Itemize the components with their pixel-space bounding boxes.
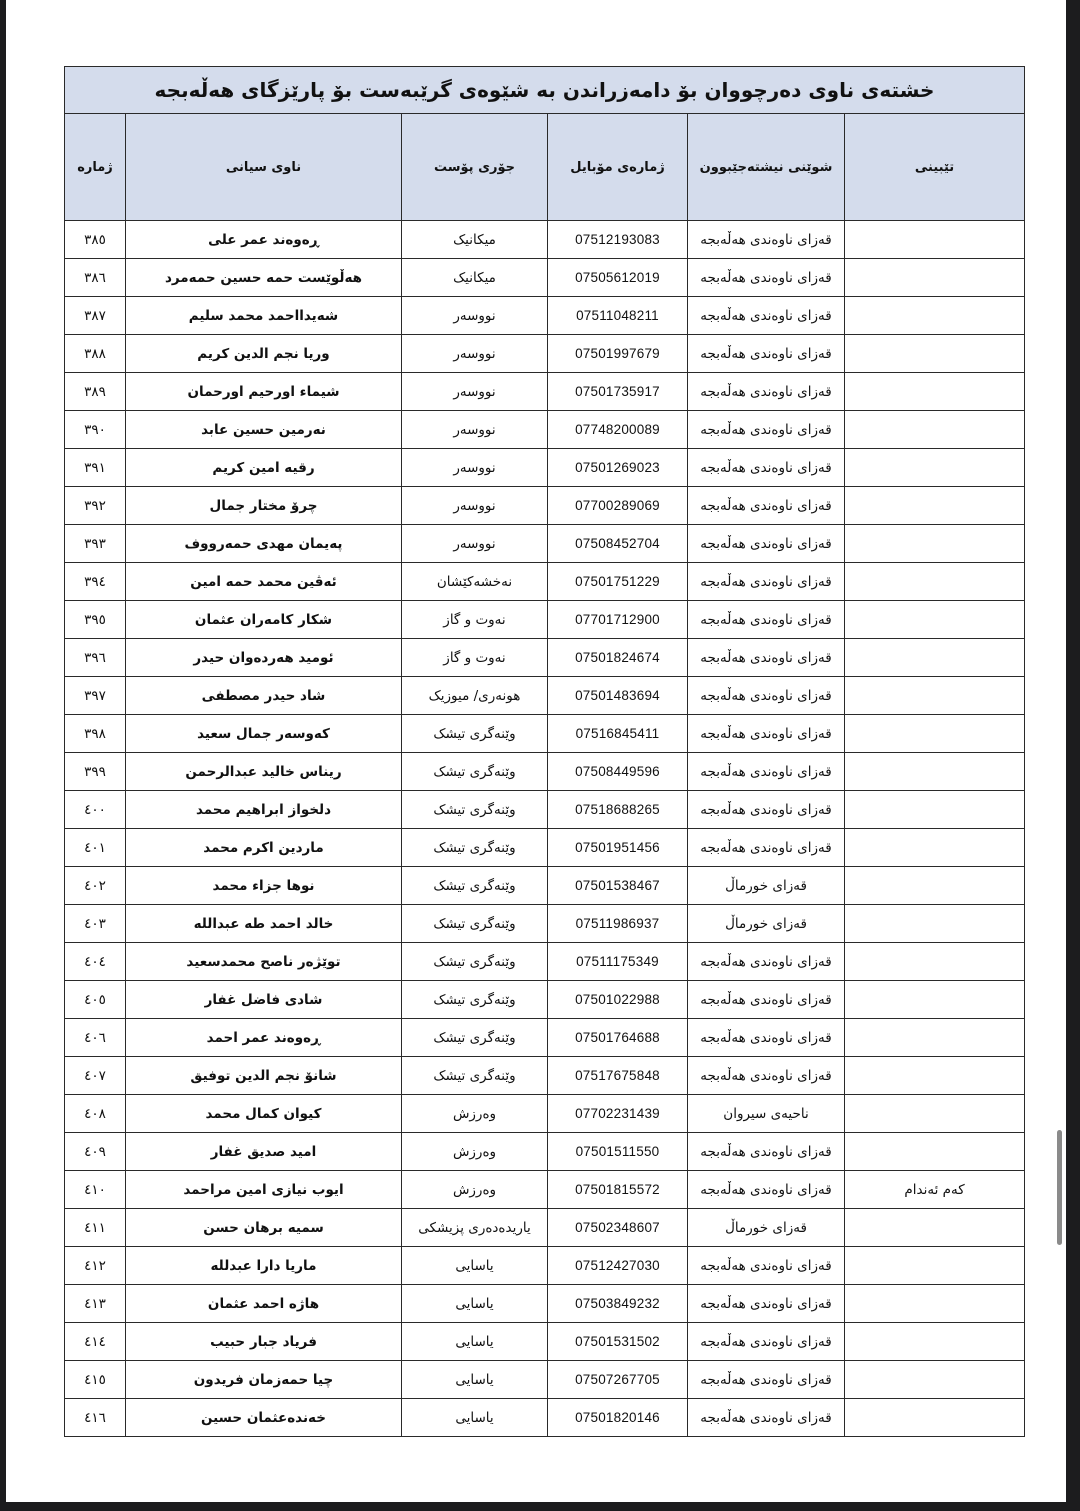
table-header-row	[65, 114, 1025, 221]
cell-note	[845, 943, 1025, 981]
cell-mobile: 07512427030	[548, 1247, 688, 1285]
cell-name: ایوب نیازی امین مراحمد	[126, 1171, 402, 1209]
cell-number: ٣٩٦	[65, 639, 126, 677]
cell-post: وێنەگری تیشک	[402, 791, 548, 829]
table-title-row	[65, 67, 1025, 114]
table-row	[65, 1285, 1025, 1323]
table-row	[65, 1171, 1025, 1209]
table-row	[65, 1019, 1025, 1057]
cell-name: هاژە احمد عثمان	[126, 1285, 402, 1323]
cell-location: قەزای ناوەندی هەڵەبجە	[688, 943, 845, 981]
cell-location: قەزای خورماڵ	[688, 905, 845, 943]
cell-name: شەیدااحمد محمد سلیم	[126, 297, 402, 335]
table-row	[65, 715, 1025, 753]
cell-mobile: 07508449596	[548, 753, 688, 791]
table-row	[65, 449, 1025, 487]
cell-location: قەزای ناوەندی هەڵەبجە	[688, 1019, 845, 1057]
cell-location: قەزای ناوەندی هەڵەبجە	[688, 1133, 845, 1171]
table-row	[65, 905, 1025, 943]
cell-number: ٤١٤	[65, 1323, 126, 1361]
cell-post: یاسایی	[402, 1361, 548, 1399]
cell-note	[845, 1095, 1025, 1133]
cell-name: شکار کامەران عثمان	[126, 601, 402, 639]
cell-number: ٣٩٤	[65, 563, 126, 601]
cell-location: قەزای ناوەندی هەڵەبجە	[688, 715, 845, 753]
cell-mobile: 07501951456	[548, 829, 688, 867]
cell-name: ڕەوەند عمر احمد	[126, 1019, 402, 1057]
cell-name: فرياد جبار حبيب	[126, 1323, 402, 1361]
cell-number: ٣٨٦	[65, 259, 126, 297]
table-row	[65, 639, 1025, 677]
table-row	[65, 411, 1025, 449]
cell-name: چرۆ مختار جمال	[126, 487, 402, 525]
cell-note	[845, 411, 1025, 449]
cell-note	[845, 1285, 1025, 1323]
cell-note	[845, 829, 1025, 867]
table-row	[65, 1133, 1025, 1171]
cell-post: یاسایی	[402, 1285, 548, 1323]
cell-name: شانۆ نجم الدین توفیق	[126, 1057, 402, 1095]
cell-location: قەزای ناوەندی هەڵەبجە	[688, 1323, 845, 1361]
cell-note	[845, 1323, 1025, 1361]
cell-number: ٤٠٥	[65, 981, 126, 1019]
cell-location: قەزای ناوەندی هەڵەبجە	[688, 753, 845, 791]
cell-mobile: 07501820146	[548, 1399, 688, 1437]
cell-location: قەزای ناوەندی هەڵەبجە	[688, 1247, 845, 1285]
cell-mobile: 07501531502	[548, 1323, 688, 1361]
cell-post: وێنەگری تیشک	[402, 715, 548, 753]
cell-post: یاسایی	[402, 1323, 548, 1361]
cell-note	[845, 1399, 1025, 1437]
cell-note	[845, 1019, 1025, 1057]
cell-note	[845, 905, 1025, 943]
cell-mobile: 07501997679	[548, 335, 688, 373]
cell-name: دلخواز ابراهیم محمد	[126, 791, 402, 829]
cell-number: ٤١٥	[65, 1361, 126, 1399]
cell-mobile: 07508452704	[548, 525, 688, 563]
cell-note	[845, 1133, 1025, 1171]
cell-location: قەزای ناوەندی هەڵەبجە	[688, 1399, 845, 1437]
cell-mobile: 07511986937	[548, 905, 688, 943]
cell-post: نەخشەکێشان	[402, 563, 548, 601]
cell-name: نەرمین حسین عابد	[126, 411, 402, 449]
cell-location: قەزای ناوەندی هەڵەبجە	[688, 1171, 845, 1209]
column-header-mobile: ژمارەی مۆبایل	[548, 114, 688, 221]
cell-number: ٣٩٣	[65, 525, 126, 563]
cell-note	[845, 867, 1025, 905]
cell-location: قەزای ناوەندی هەڵەبجە	[688, 1285, 845, 1323]
cell-post: نووسەر	[402, 297, 548, 335]
cell-number: ٤٠٧	[65, 1057, 126, 1095]
cell-mobile: 07501022988	[548, 981, 688, 1019]
table-row	[65, 259, 1025, 297]
cell-note	[845, 1209, 1025, 1247]
cell-mobile: 07501511550	[548, 1133, 688, 1171]
cell-number: ٤١٢	[65, 1247, 126, 1285]
column-header-number: ژمارە	[65, 114, 126, 221]
cell-mobile: 07511175349	[548, 943, 688, 981]
cell-note	[845, 373, 1025, 411]
document-page	[6, 0, 1066, 1502]
cell-post: یاسایی	[402, 1247, 548, 1285]
cell-number: ٣٨٩	[65, 373, 126, 411]
cell-note	[845, 335, 1025, 373]
table-row	[65, 943, 1025, 981]
cell-note	[845, 487, 1025, 525]
cell-number: ٤١٣	[65, 1285, 126, 1323]
cell-mobile: 07503849232	[548, 1285, 688, 1323]
table-row	[65, 487, 1025, 525]
cell-name: امید صدیق غفار	[126, 1133, 402, 1171]
table-row	[65, 601, 1025, 639]
cell-name: ماریا دارا عبدلله	[126, 1247, 402, 1285]
cell-name: شادی فاضل غفار	[126, 981, 402, 1019]
table-title: خشتەی ناوی دەرچووان بۆ دامەزراندن بە شێوەی گرێبەست بۆ پارێزگای هەڵەبجە	[65, 67, 1025, 114]
cell-mobile: 07701712900	[548, 601, 688, 639]
cell-name: ڕەوەند عمر علی	[126, 221, 402, 259]
cell-note	[845, 563, 1025, 601]
table-row	[65, 1057, 1025, 1095]
cell-name: چیا حمەزمان فریدون	[126, 1361, 402, 1399]
cell-post: نووسەر	[402, 449, 548, 487]
table-row	[65, 867, 1025, 905]
cell-name: شاد حیدر مصطفی	[126, 677, 402, 715]
table-row	[65, 563, 1025, 601]
cell-post: نەوت و گاز	[402, 639, 548, 677]
cell-mobile: 07518688265	[548, 791, 688, 829]
cell-number: ٣٩٨	[65, 715, 126, 753]
cell-mobile: 07501751229	[548, 563, 688, 601]
cell-note	[845, 259, 1025, 297]
cell-location: قەزای ناوەندی هەڵەبجە	[688, 677, 845, 715]
cell-note	[845, 1057, 1025, 1095]
cell-number: ٣٩٧	[65, 677, 126, 715]
cell-name: نوها جزاء محمد	[126, 867, 402, 905]
cell-post: نووسەر	[402, 525, 548, 563]
cell-location: ناحیەی سیروان	[688, 1095, 845, 1133]
column-header-note: تێبینی	[845, 114, 1025, 221]
cell-location: قەزای ناوەندی هەڵەبجە	[688, 525, 845, 563]
cell-name: ئەڤین محمد حمە امین	[126, 563, 402, 601]
cell-name: سمیە برهان حسن	[126, 1209, 402, 1247]
table-row	[65, 1361, 1025, 1399]
cell-post: وێنەگری تیشک	[402, 905, 548, 943]
cell-number: ٤٠٦	[65, 1019, 126, 1057]
cell-name: شیماء اورحیم اورحمان	[126, 373, 402, 411]
scrollbar[interactable]	[1057, 1130, 1062, 1245]
cell-mobile: 07501815572	[548, 1171, 688, 1209]
cell-post: وێنەگری تیشک	[402, 981, 548, 1019]
cell-location: قەزای ناوەندی هەڵەبجە	[688, 297, 845, 335]
cell-name: هەڵوێست حمە حسین حمەمرد	[126, 259, 402, 297]
cell-mobile: 07501824674	[548, 639, 688, 677]
cell-note: کەم ئەندام	[845, 1171, 1025, 1209]
cell-location: قەزای ناوەندی هەڵەبجە	[688, 373, 845, 411]
cell-mobile: 07501483694	[548, 677, 688, 715]
cell-post: یاسایی	[402, 1399, 548, 1437]
cell-name: ئومید هەردەوان حیدر	[126, 639, 402, 677]
table-row	[65, 829, 1025, 867]
cell-post: نەوت و گاز	[402, 601, 548, 639]
cell-mobile: 07700289069	[548, 487, 688, 525]
cell-location: قەزای ناوەندی هەڵەبجە	[688, 601, 845, 639]
cell-post: نووسەر	[402, 335, 548, 373]
cell-note	[845, 981, 1025, 1019]
cell-number: ٣٩٥	[65, 601, 126, 639]
cell-post: وێنەگری تیشک	[402, 829, 548, 867]
cell-note	[845, 677, 1025, 715]
cell-post: نووسەر	[402, 411, 548, 449]
cell-number: ٤٠٣	[65, 905, 126, 943]
cell-location: قەزای خورماڵ	[688, 867, 845, 905]
cell-mobile: 07511048211	[548, 297, 688, 335]
cell-mobile: 07507267705	[548, 1361, 688, 1399]
cell-location: قەزای ناوەندی هەڵەبجە	[688, 791, 845, 829]
cell-post: وێنەگری تیشک	[402, 753, 548, 791]
cell-mobile: 07516845411	[548, 715, 688, 753]
cell-name: توێژەر ناصح محمدسعید	[126, 943, 402, 981]
cell-post: هونەری/ میوزیک	[402, 677, 548, 715]
cell-post: وێنەگری تیشک	[402, 867, 548, 905]
cell-number: ٣٩١	[65, 449, 126, 487]
table-row	[65, 1095, 1025, 1133]
cell-name: کیوان کمال محمد	[126, 1095, 402, 1133]
cell-location: قەزای ناوەندی هەڵەبجە	[688, 829, 845, 867]
cell-number: ٤١١	[65, 1209, 126, 1247]
cell-location: قەزای ناوەندی هەڵەبجە	[688, 1057, 845, 1095]
cell-name: رقیە امین کریم	[126, 449, 402, 487]
cell-note	[845, 525, 1025, 563]
cell-number: ٤٠٢	[65, 867, 126, 905]
cell-location: قەزای ناوەندی هەڵەبجە	[688, 1361, 845, 1399]
cell-location: قەزای ناوەندی هەڵەبجە	[688, 411, 845, 449]
cell-location: قەزای ناوەندی هەڵەبجە	[688, 981, 845, 1019]
cell-note	[845, 753, 1025, 791]
cell-number: ٣٩٠	[65, 411, 126, 449]
cell-post: وێنەگری تیشک	[402, 1019, 548, 1057]
cell-location: قەزای خورماڵ	[688, 1209, 845, 1247]
table-row	[65, 1399, 1025, 1437]
table-row	[65, 677, 1025, 715]
column-header-post: جۆری پۆست	[402, 114, 548, 221]
cell-number: ٤٠٠	[65, 791, 126, 829]
cell-number: ٣٨٥	[65, 221, 126, 259]
cell-mobile: 07748200089	[548, 411, 688, 449]
cell-note	[845, 1247, 1025, 1285]
cell-post: نووسەر	[402, 487, 548, 525]
cell-note	[845, 715, 1025, 753]
cell-number: ٤٠٩	[65, 1133, 126, 1171]
cell-number: ٣٨٨	[65, 335, 126, 373]
cell-mobile: 07512193083	[548, 221, 688, 259]
cell-mobile: 07501735917	[548, 373, 688, 411]
table-row	[65, 1209, 1025, 1247]
cell-location: قەزای ناوەندی هەڵەبجە	[688, 487, 845, 525]
cell-post: میکانیک	[402, 221, 548, 259]
table-row	[65, 335, 1025, 373]
cell-name: خەندەعثمان حسین	[126, 1399, 402, 1437]
cell-mobile: 07501538467	[548, 867, 688, 905]
cell-number: ٣٨٧	[65, 297, 126, 335]
cell-post: وێنەگری تیشک	[402, 1057, 548, 1095]
cell-mobile: 07501764688	[548, 1019, 688, 1057]
cell-note	[845, 639, 1025, 677]
cell-mobile: 07702231439	[548, 1095, 688, 1133]
cell-number: ٤٠٨	[65, 1095, 126, 1133]
table-row	[65, 1247, 1025, 1285]
cell-number: ٣٩٢	[65, 487, 126, 525]
cell-number: ٣٩٩	[65, 753, 126, 791]
table-row	[65, 373, 1025, 411]
cell-note	[845, 791, 1025, 829]
candidates-table	[64, 66, 1025, 1437]
table-row	[65, 525, 1025, 563]
cell-mobile: 07505612019	[548, 259, 688, 297]
cell-mobile: 07517675848	[548, 1057, 688, 1095]
cell-note	[845, 449, 1025, 487]
cell-number: ٤١٠	[65, 1171, 126, 1209]
cell-post: یاریدەدەری پزیشکی	[402, 1209, 548, 1247]
cell-note	[845, 297, 1025, 335]
cell-mobile: 07501269023	[548, 449, 688, 487]
cell-location: قەزای ناوەندی هەڵەبجە	[688, 335, 845, 373]
cell-number: ٤١٦	[65, 1399, 126, 1437]
cell-post: وەرزش	[402, 1171, 548, 1209]
cell-name: وریا نجم الدین کریم	[126, 335, 402, 373]
cell-location: قەزای ناوەندی هەڵەبجە	[688, 221, 845, 259]
column-header-location: شوێنی نیشتەجێبوون	[688, 114, 845, 221]
cell-note	[845, 221, 1025, 259]
cell-location: قەزای ناوەندی هەڵەبجە	[688, 639, 845, 677]
table-row	[65, 1323, 1025, 1361]
cell-location: قەزای ناوەندی هەڵەبجە	[688, 563, 845, 601]
cell-mobile: 07502348607	[548, 1209, 688, 1247]
cell-location: قەزای ناوەندی هەڵەبجە	[688, 259, 845, 297]
table-row	[65, 297, 1025, 335]
table-row	[65, 791, 1025, 829]
table-row	[65, 221, 1025, 259]
cell-post: میکانیک	[402, 259, 548, 297]
cell-post: نووسەر	[402, 373, 548, 411]
cell-note	[845, 601, 1025, 639]
cell-post: وەرزش	[402, 1095, 548, 1133]
cell-number: ٤٠١	[65, 829, 126, 867]
cell-post: وەرزش	[402, 1133, 548, 1171]
table-row	[65, 981, 1025, 1019]
cell-number: ٤٠٤	[65, 943, 126, 981]
cell-name: کەوسەر جمال سعید	[126, 715, 402, 753]
cell-location: قەزای ناوەندی هەڵەبجە	[688, 449, 845, 487]
cell-name: ماردین اکرم محمد	[126, 829, 402, 867]
cell-name: خالد احمد طە عبداللە	[126, 905, 402, 943]
table-row	[65, 753, 1025, 791]
cell-name: ریناس خالید عبدالرحمن	[126, 753, 402, 791]
column-header-name: ناوی سیانی	[126, 114, 402, 221]
cell-note	[845, 1361, 1025, 1399]
cell-post: وێنەگری تیشک	[402, 943, 548, 981]
cell-name: پەیمان مهدی حمەرووف	[126, 525, 402, 563]
